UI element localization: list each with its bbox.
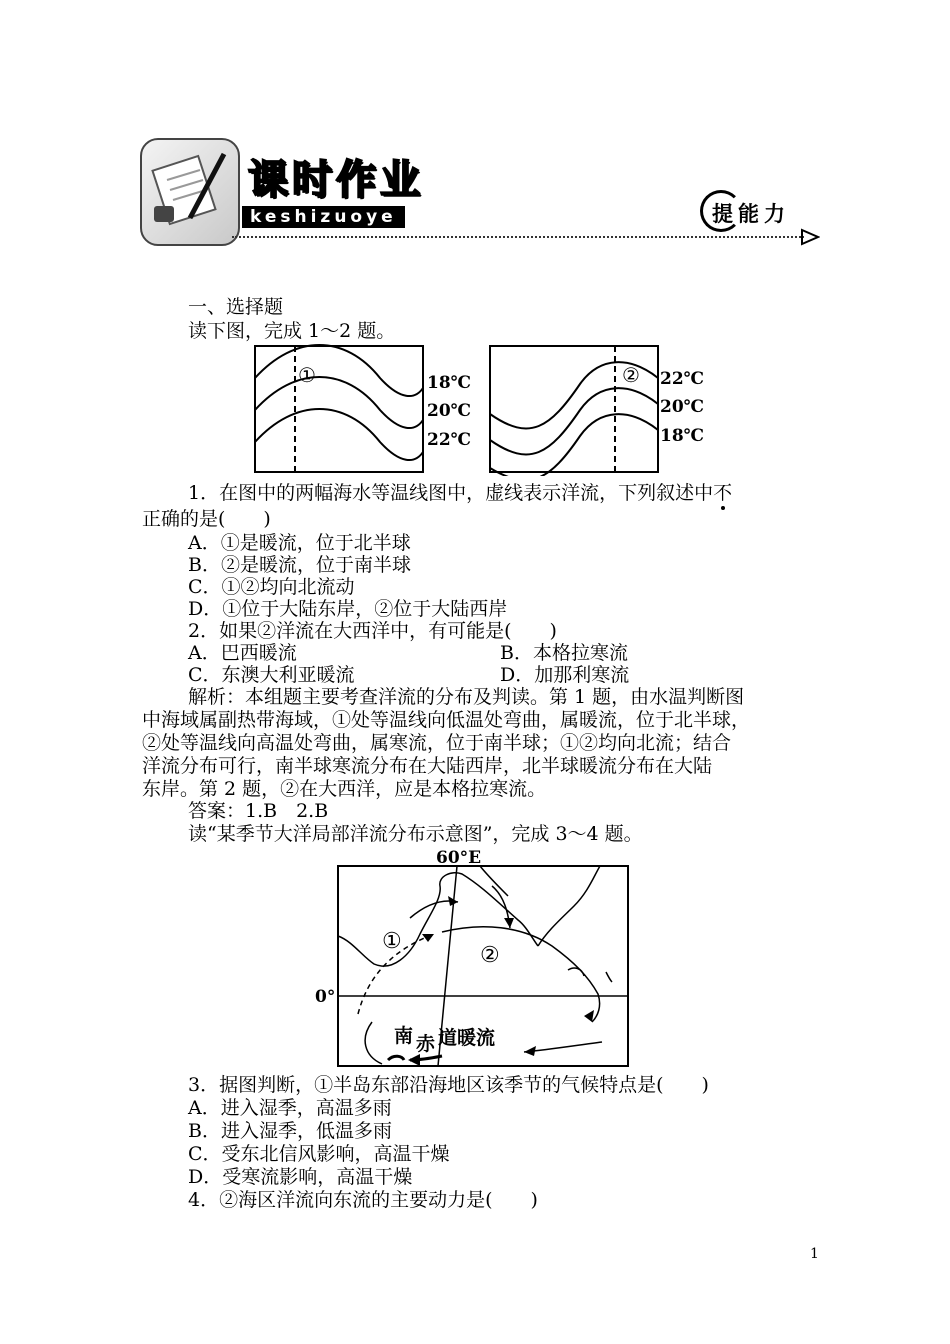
- current-label: 赤: [416, 1033, 436, 1055]
- isotherm-figure: [250, 344, 710, 476]
- header-title: 课时作业: [248, 157, 424, 203]
- current-label: 南: [394, 1025, 414, 1047]
- current-2-path: [442, 927, 600, 1022]
- q1-option-c: C．①②均向北流动: [188, 576, 355, 598]
- q2-option-d: D．加那利寒流: [500, 664, 630, 686]
- intro-figure-2: 读“某季节大洋局部洋流分布示意图”，完成 3～4 题。: [188, 823, 643, 845]
- answer: 答案：1.B 2.B: [188, 800, 329, 822]
- map-marker-2: ②: [480, 943, 500, 968]
- current-label: 道暖流: [438, 1027, 496, 1049]
- isotherm-label: 20℃: [427, 401, 472, 421]
- isotherm-label: 18℃: [427, 373, 472, 393]
- marker-2: ②: [622, 363, 640, 387]
- q2-option-c: C．东澳大利亚暖流: [188, 664, 355, 686]
- section-heading: 一、选择题: [188, 296, 284, 318]
- q1-emphasis: 不: [713, 482, 733, 504]
- analysis-line: 洋流分布可行，南半球寒流分布在大陆西岸，北半球暖流分布在大陆: [142, 755, 713, 777]
- page-number: 1: [810, 1246, 819, 1262]
- q3-option-d: D．受寒流影响，高温干燥: [188, 1166, 413, 1188]
- equator-label: 0°: [315, 987, 336, 1007]
- analysis-line: 解析：本组题主要考查洋流的分布及判读。第 1 题，由水温判断图: [188, 686, 745, 708]
- arrow-right-icon: [800, 228, 820, 246]
- q1-option-b: B．②是暖流，位于南半球: [188, 554, 411, 576]
- analysis-line: 中海域属副热带海域，①处等温线向低温处弯曲，属暖流，位于北半球，: [142, 709, 751, 731]
- q3-stem: 3．据图判断，①半岛东部沿海地区该季节的气候特点是( ): [188, 1074, 709, 1096]
- coastline-right: [538, 866, 600, 946]
- q3-option-c: C．受东北信风影响，高温干燥: [188, 1143, 450, 1165]
- ocean-current-map: [312, 846, 637, 1070]
- q1-stem-part: 1．在图中的两幅海水等温线图中，虚线表示洋流，下列叙述中: [188, 482, 714, 504]
- header-logo: [140, 138, 240, 246]
- isotherm-panel-left: [255, 346, 423, 472]
- isotherm-label: 20℃: [660, 397, 705, 417]
- map-marker-1: ①: [382, 929, 402, 954]
- q1-stem-cont: [142, 508, 271, 530]
- header-subtitle: keshizuoye: [242, 206, 405, 228]
- isotherm-label: 22℃: [660, 369, 705, 389]
- intro-figure-1: 读下图，完成 1～2 题。: [188, 320, 396, 342]
- header-divider: [232, 236, 804, 238]
- header-badge: 提能力: [712, 202, 790, 226]
- isotherm-label: 18℃: [660, 426, 705, 446]
- q4-stem: 4．②海区洋流向东流的主要动力是( ): [188, 1189, 538, 1211]
- isotherm-label: 22℃: [427, 430, 472, 450]
- marker-1: ①: [298, 363, 316, 387]
- analysis-line: ②处等温线向高温处弯曲，属寒流，位于南半球；①②均向北流；结合: [142, 732, 732, 754]
- q3-option-a: A．进入湿季，高温多雨: [188, 1097, 392, 1119]
- notebook-pen-icon: [142, 140, 238, 244]
- q1-stem-part: 正确: [142, 508, 181, 530]
- q1-stem: [188, 482, 732, 504]
- q1-option-a: A．①是暖流，位于北半球: [188, 532, 411, 554]
- analysis-line: 东岸。第 2 题，②在大西洋，应是本格拉寒流。: [142, 778, 547, 800]
- q3-option-b: B．进入湿季，低温多雨: [188, 1120, 392, 1142]
- q2-stem: 2．如果②洋流在大西洋中，有可能是( ): [188, 620, 557, 642]
- q2-option-a: A．巴西暖流: [188, 642, 297, 664]
- q1-option-d: D．①位于大陆东岸，②位于大陆西岸: [188, 598, 508, 620]
- q1-stem-part: 的是( ): [180, 508, 271, 530]
- meridian-label: 60°E: [436, 848, 482, 868]
- q2-option-b: B．本格拉寒流: [500, 642, 628, 664]
